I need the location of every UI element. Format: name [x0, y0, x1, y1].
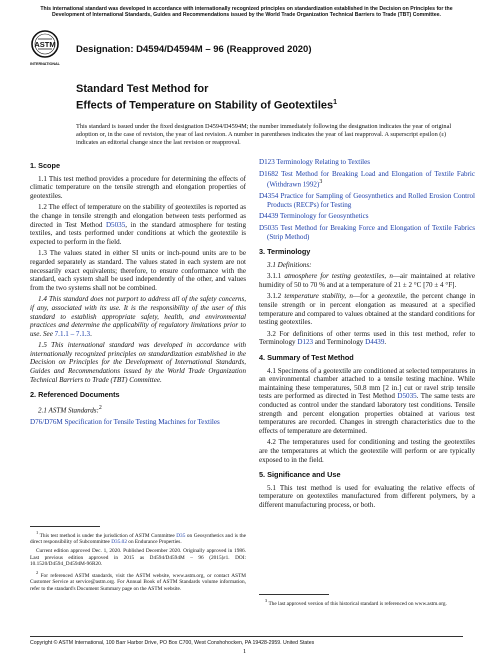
astm-standards-label-text: 2.1 ASTM Standards: [38, 406, 99, 415]
ref-link-d5035[interactable]: D5035 [105, 220, 126, 229]
footer-rule [30, 636, 463, 637]
p1-5-text: 1.5 This international standard was developed in accordance with internationally recognized principles on standardization established in the Decision on Principles for the Development of International Standards, Guides and Recommendations issued by the World Trade Organization Technical Barriers to Trade (TBT) Committee. [30, 341, 246, 384]
ref-link-d5035-summary[interactable]: D5035 [397, 392, 417, 401]
ref-item-d5035 [259, 224, 475, 241]
paragraph-1-5 [30, 341, 246, 384]
p1-4-text-b: . [90, 329, 92, 338]
p3-2-mid: and Terminology [313, 338, 366, 347]
p3-1-1-text: —air maintained at relative humidity of 50 to 70 % and at a temperature of 21 ± 2 °C [70 ± 4 °F]. [259, 272, 475, 289]
p3-1-2-mid: —for a [352, 292, 378, 301]
footnotes-left [30, 530, 246, 592]
paragraph-3-1 [259, 261, 475, 270]
ref-code-d5035[interactable]: D5035 [259, 223, 279, 232]
title-line-2-text: Effects of Temperature on Stability of Geotextiles [76, 99, 334, 112]
p3-1-1-term: atmosphere for testing geotextiles, n [284, 272, 393, 281]
right-column [259, 158, 475, 513]
tbt-notice: This international standard was developed in accordance with internationally recognized principles on standardization established in the Decision on Principles for the Development of International Standards, Guides and Recommendations issued by the World Trade Organization Technical Barriers to Trade (TBT) Committee. [40, 6, 453, 19]
title-line-2 [76, 96, 337, 113]
p1-4-text-a: 1.4 This standard does not purport to address all of the safety concerns, if any, associated with its use. It is the responsibility of the user of this standard to establish appropriate safety, health, and environmental practices and determine the applicability of regulatory limitations prior to use. See [30, 295, 246, 338]
fn1-text-c: on Endurance Properties. [126, 539, 182, 546]
p4-1-text-b: . The same tests are conducted as control under the standard laboratory test conditions. Tensile strength and percent elongation properties obtained at various test temperatures are recorded. Changes in strength characteristics due to the effects of temperature are determined. [259, 392, 475, 435]
p4-1-text-a: 4.1 Specimens of a geotextile are conditioned at selected temperatures in an environmental chamber attached to a tensile testing machine. While maintaining these temperatures, 50.8 mm [2 in.] cut or ravel strip tensile tests are performed as directed in Test Method [259, 366, 475, 401]
footnote-1-edition: Current edition approved Dec. 1, 2020. Published December 2020. Originally approved in 1986. Last previous edition approved in 2015 as D4594/D4594M – 96 (2015)ε1. DOI: 10.1520/D4594_D4594M-96R20. [30, 547, 246, 568]
p3-1-2-term2: geotextile [377, 292, 406, 301]
p3-1-2-term: temperature stability, n [284, 292, 353, 301]
section-heading-terminology: 3. Terminology [259, 247, 311, 257]
section-heading-referenced-documents: 2. Referenced Documents [30, 390, 120, 400]
copyright-footer: Copyright © ASTM International, 100 Barr Harbor Drive, PO Box C700, West Conshohocken, PA 19428-2959. United States [30, 640, 315, 646]
page-number: 1 [243, 648, 247, 655]
left-column [30, 158, 246, 429]
paragraph-3-2 [259, 330, 475, 347]
ref-link-7-1-1[interactable]: 7.1.1 – 7.1.3 [54, 329, 91, 338]
designation: Designation: D4594/D4594M – 96 (Reapproved 2020) [76, 44, 312, 55]
ref-item-d76 [30, 418, 246, 427]
ref-text-d4439: Terminology for Geosynthetics [278, 212, 369, 221]
fn2-text: For referenced ASTM standards, visit the ASTM website, www.astm.org, or contact ASTM Customer Service at service@astm.org. For Annual Book of ASTM Standards volume information, refer to the standard's Document Summary page on the ASTM website. [30, 572, 247, 592]
section-heading-significance: 5. Significance and Use [259, 470, 341, 480]
logo-subtext: INTERNATIONAL [30, 62, 60, 66]
paragraph-1-3: 1.3 The values stated in either SI units or inch-pound units are to be regarded separately as standard. The values stated in each system are not necessarily exact equivalents; therefore, to ensure conformance with the standard, each system shall be used independently of the other, and values from the two systems shall not be combined. [30, 249, 246, 292]
astm-standards-label [30, 404, 246, 415]
section-heading-scope: 1. Scope [30, 161, 61, 170]
ref-item-d4439 [259, 212, 475, 221]
astm-standards-footnote-marker: 2 [98, 404, 102, 411]
page-title [76, 83, 337, 113]
paragraph-1-2 [30, 203, 246, 246]
footnote-2: $^2$ For referenced ASTM standards, visit the ASTM website, www.astm.org, or contact ASTM Customer Service at service@astm.org. For Annual Book of ASTM Standards volume information, refer to the standard's Document Summary page on the ASTM website. [30, 569, 247, 592]
footnote-rule-right [259, 594, 329, 595]
fn3-text: The last approved version of this historical standard is referenced on www.astm.org. [268, 600, 447, 607]
ref-code-d76[interactable]: D76/D76M [30, 417, 63, 426]
ref-code-d4439[interactable]: D4439 [259, 212, 279, 221]
section-heading-summary: 4. Summary of Test Method [259, 353, 354, 363]
ref-code-d123[interactable]: D123 [259, 158, 275, 166]
paragraph-1-4 [30, 295, 246, 338]
footnote-3: $^3$ The last approved version of this historical standard is referenced on www.astm.org. [265, 598, 447, 607]
p3-1-2-text: , the percent change in tensile strength or in percent elongation as measured at a specified temperature and compared to values obtained at the standard conditions for testing geotextiles. [259, 292, 475, 327]
fn1-text-a: This test method is under the jurisdiction of ASTM Committee [39, 532, 177, 539]
title-footnote-marker: 1 [333, 99, 338, 106]
ref-link-d35[interactable]: D35 [176, 532, 186, 539]
ref-text-d5035: Test Method for Breaking Force and Elongation of Textile Fabrics (Strip Method) [267, 223, 475, 241]
title-line-1: Standard Test Method for [76, 83, 209, 95]
paragraph-3-1-2 [259, 292, 475, 326]
ref-d1682-footnote-marker: 3 [319, 179, 323, 186]
p3-2-text-b: . [384, 338, 387, 347]
ref-text-d4354: Practice for Sampling of Geosynthetics and Rolled Erosion Control Products (RECPs) for Testing [267, 192, 475, 209]
p3-1-1-num: 3.1.1 [267, 272, 285, 281]
footnote-rule-left [30, 526, 100, 527]
ref-text-d76: Specification for Tensile Testing Machines for Textiles [62, 417, 220, 426]
p1-2-text-b: , in the standard atmosphere for testing textiles, and tests performed under conditions at which the geotextile is expected to perform in the field. [30, 220, 246, 246]
fn1-text-b: on Geosynthetics and is the direct responsibility of Subcommittee [30, 532, 246, 546]
p3-1-text: 3.1 Definitions: [267, 260, 312, 269]
paragraph-4-2: 4.2 The temperatures used for conditioning and testing the geotextiles are the temperatures at which the geotextile will perform or are typically exposed to in the field. [259, 438, 475, 464]
ref-link-d123[interactable]: D123 [297, 338, 314, 347]
issuance-statement: This standard is issued under the fixed designation D4594/D4594M; the number immediately following the designation indicates the year of original adoption or, in the case of revision, the year of last revision. A number in parentheses indicates the year of last reapproval. A superscript epsilon (ε) indicates an editorial change since the last revision or reapproval. [76, 123, 452, 146]
ref-item-d123 [259, 158, 475, 167]
p1-2-text-a: 1.2 The effect of temperature on the stability of geotextiles is reported as the change in tensile strength and elongation between tests performed as directed in Test Method [30, 203, 246, 229]
footnote-1: $^1$ This test method is under the jurisdiction of ASTM Committee D35 on Geosynthetics and is the direct responsibility of Subcommittee D35.02 on Endurance Properties. [30, 530, 246, 546]
paragraph-1-1: 1.1 This test method provides a procedure for determining the effects of climatic temperature on the tensile strength and elongation properties of geotextiles. [30, 174, 246, 200]
paragraph-3-1-1 [259, 272, 475, 289]
ref-text-d1682: Test Method for Breaking Load and Elongation of Textile Fabric (Withdrawn 1992) [267, 169, 475, 189]
ref-item-d4354 [259, 192, 475, 209]
ref-link-d35-02[interactable]: D35.02 [111, 539, 127, 546]
ref-code-d1682[interactable]: D1682 [259, 169, 279, 178]
p3-1-2-num: 3.1.2 [267, 292, 285, 301]
ref-link-d4439[interactable]: D4439 [365, 338, 385, 347]
footnotes-right [259, 598, 475, 607]
astm-logo-icon [30, 29, 60, 71]
ref-code-d4354[interactable]: D4354 [259, 192, 279, 201]
logo-text: ASTM [34, 40, 56, 49]
paragraph-4-1 [259, 367, 475, 436]
paragraph-5-1: 5.1 This test method is used for evaluating the relative effects of temperature on geotextiles manufactured from different polymers, by a different manufacturing process, or both. [259, 483, 475, 509]
p3-2-text-a: 3.2 For definitions of other terms used in this test method, refer to Terminology [259, 329, 475, 347]
ref-item-d1682 [259, 170, 475, 190]
ref-text-d123: Terminology Relating to Textiles [274, 158, 371, 166]
